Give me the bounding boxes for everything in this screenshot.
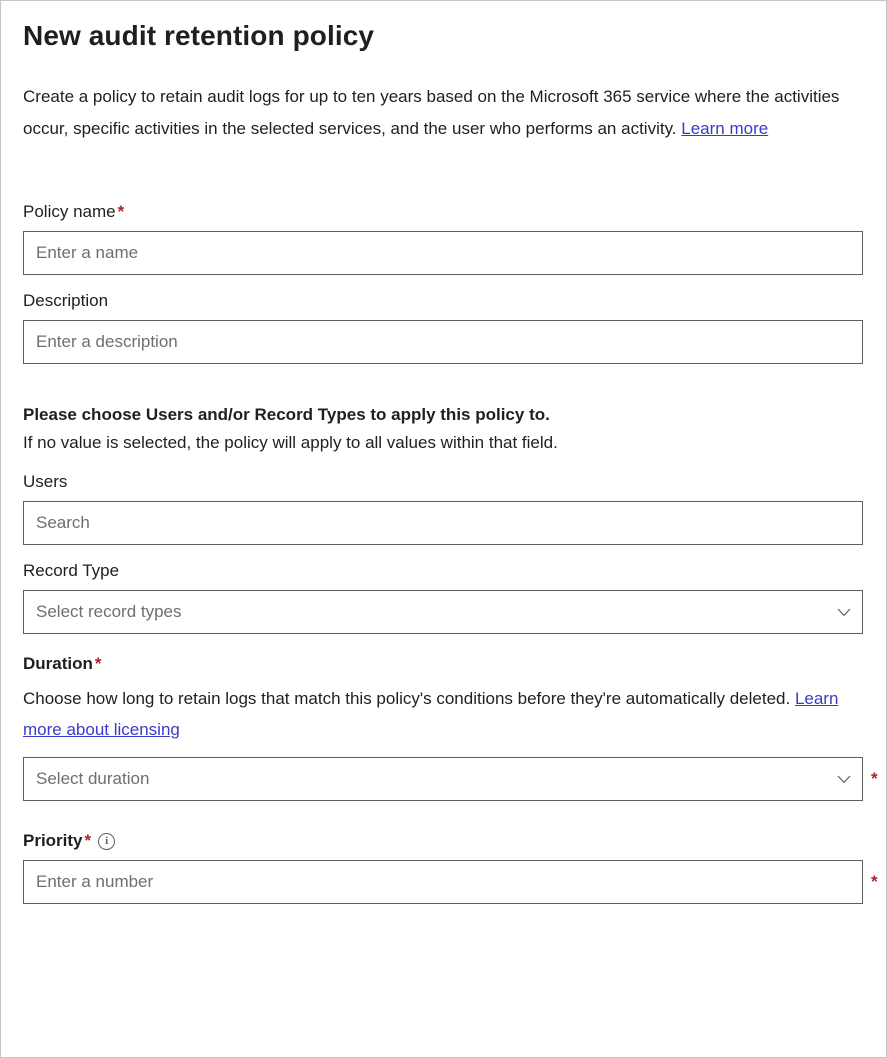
policy-name-label <box>23 200 864 224</box>
page-title: New audit retention policy <box>23 20 375 51</box>
priority-label <box>23 829 864 853</box>
users-field-group <box>23 470 864 545</box>
priority-input[interactable] <box>23 860 863 904</box>
duration-description <box>23 683 863 745</box>
description-field-group <box>23 289 864 364</box>
duration-label <box>23 652 864 676</box>
priority-label-text: Priority <box>23 831 83 850</box>
duration-field-group <box>23 652 878 801</box>
learn-more-link[interactable]: Learn more <box>681 119 769 138</box>
duration-required-marker: * <box>94 654 102 673</box>
description-input[interactable] <box>23 320 863 364</box>
priority-required-marker: * <box>84 831 92 850</box>
choose-section-heading: Please choose Users and/or Record Types to apply this policy to. <box>23 405 550 424</box>
users-search-input[interactable] <box>23 501 863 545</box>
chevron-down-icon <box>836 771 852 787</box>
record-type-selected-value: Select record types <box>36 602 182 621</box>
policy-name-input[interactable] <box>23 231 863 275</box>
record-type-dropdown[interactable] <box>23 590 863 634</box>
duration-label-text: Duration <box>23 654 93 673</box>
record-type-label: Record Type <box>23 561 120 580</box>
duration-description-body: Choose how long to retain logs that match this policy's conditions before they're automatically deleted. <box>23 689 795 708</box>
duration-selected-value: Select duration <box>36 769 150 788</box>
chevron-down-icon <box>836 604 852 620</box>
policy-name-field-group <box>23 200 864 275</box>
description-label: Description <box>23 291 109 310</box>
learn-more-about-licensing-link[interactable]: Learn more about licensing <box>23 689 839 739</box>
policy-name-label-text: Policy name <box>23 202 116 221</box>
info-icon[interactable]: i <box>98 833 115 850</box>
priority-field-group <box>23 829 878 904</box>
duration-dropdown[interactable] <box>23 757 863 801</box>
record-type-field-group <box>23 559 864 634</box>
choose-section-subtext: If no value is selected, the policy will apply to all values within that field. <box>23 433 558 452</box>
policy-name-required-marker: * <box>117 202 125 221</box>
priority-side-required-marker: * <box>871 872 878 891</box>
duration-side-required-marker: * <box>871 769 878 788</box>
users-label: Users <box>23 472 68 491</box>
intro-text <box>23 81 863 145</box>
intro-text-body: Create a policy to retain audit logs for up to ten years based on the Microsoft 365 service where the activities occur, specific activities in the selected services, and the user who performs an activity. <box>23 87 840 138</box>
